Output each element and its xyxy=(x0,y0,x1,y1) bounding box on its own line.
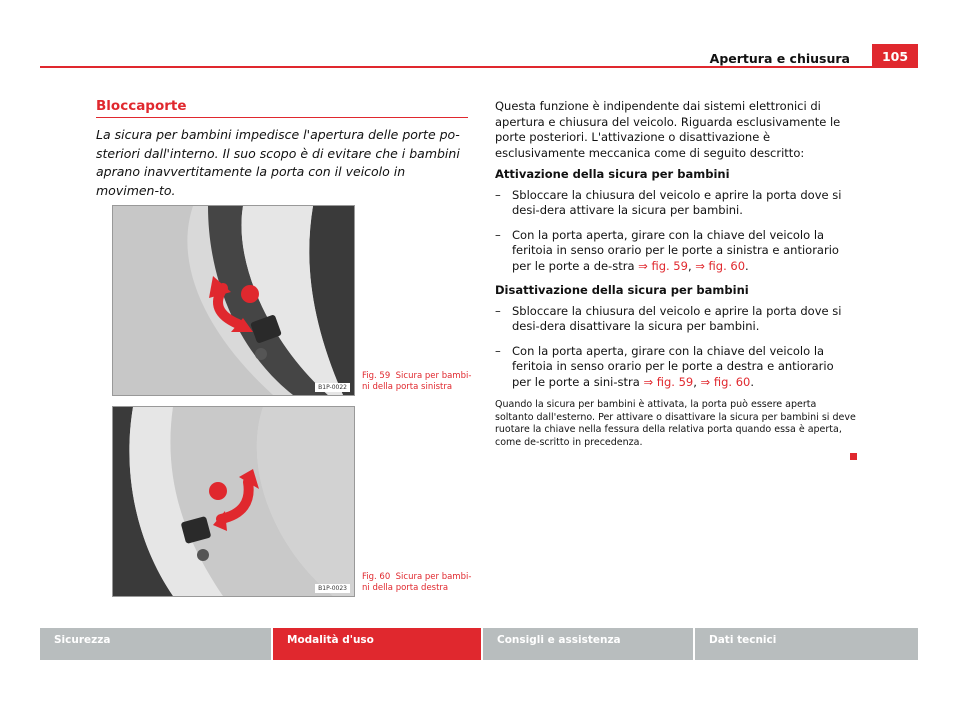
deactivation-heading: Disattivazione della sicura per bambini xyxy=(495,283,749,297)
header-rule xyxy=(40,66,918,68)
footer-tab-dati-tecnici[interactable]: Dati tecnici xyxy=(695,628,918,660)
list-item: – Sbloccare la chiusura del veicolo e aprire la porta dove si desi-dera attivare la sicura per bambini. xyxy=(495,187,842,217)
figure-59-link[interactable]: ⇒ fig. 59 xyxy=(638,258,688,273)
section-end-marker xyxy=(850,453,857,460)
activation-step-2: Con la porta aperta, girare con la chiave del veicolo la feritoia in senso orario per le porte a sinistra e antiorario per le porte a de-stra xyxy=(512,227,839,273)
activation-step-1: Sbloccare la chiusura del veicolo e aprire la porta dove si desi-dera attivare la sicura per bambini. xyxy=(512,187,842,217)
list-item: – Sbloccare la chiusura del veicolo e aprire la porta dove si desi-dera disattivare la sicura per bambini. xyxy=(495,303,842,333)
figure-caption-text: Sicura per bambi-ni della porta destra xyxy=(362,572,472,593)
door-lock-left-illustration xyxy=(113,206,354,395)
deactivation-step-2: Con la porta aperta, girare con la chiave del veicolo la feritoia in senso orario per le porte a destra e antiorario per le porte a sini-stra xyxy=(512,343,834,389)
note-paragraph: Quando la sicura per bambini è attivata, la porta può essere aperta soltanto dall'esterno. Per attivare o disattivare la sicura per bambini si deve ruotare la chiave nella fessura della relativa porta quando essa è aperta, come de-scritto in precedenza. xyxy=(495,399,856,448)
section-title: Bloccaporte xyxy=(96,98,187,114)
footer-nav xyxy=(40,628,918,660)
list-item: – Con la porta aperta, girare con la chiave del veicolo la feritoia in senso orario per le porte a destra e antiorario per le porte a sini-stra ⇒ fig. 59, ⇒ fig. 60. xyxy=(495,343,834,389)
figure-number: Fig. 59 xyxy=(362,371,391,381)
figure-60-link[interactable]: ⇒ fig. 60 xyxy=(700,374,751,389)
figure-60-image xyxy=(112,406,355,597)
list-item: – Con la porta aperta, girare con la chiave del veicolo la feritoia in senso orario per le porte a sinistra e antiorario per le porte a de-stra ⇒ fig. 59, ⇒ fig. 60. xyxy=(495,227,839,273)
figure-60-link[interactable]: ⇒ fig. 60 xyxy=(695,258,746,273)
section-rule xyxy=(96,117,468,118)
figure-code: B1P-0022 xyxy=(315,383,350,392)
figure-number: Fig. 60 xyxy=(362,572,391,582)
body-text xyxy=(495,99,856,449)
figure-59-link[interactable]: ⇒ fig. 59 xyxy=(643,374,694,389)
figure-59-image xyxy=(112,205,355,396)
chapter-title: Apertura e chiusura xyxy=(709,51,850,66)
figure-caption-text: Sicura per bambi-ni della porta sinistra xyxy=(362,371,472,392)
figure-59-caption xyxy=(362,371,472,393)
section-intro: La sicura per bambini impedisce l'apertura delle porte po-steriori dall'interno. Il suo scopo è di evitare che i bambini aprano inavvertitamente la porta con il veicolo in movimen-to. xyxy=(96,127,460,198)
figure-code: B1P-0023 xyxy=(315,584,350,593)
activation-heading: Attivazione della sicura per bambini xyxy=(495,167,730,181)
door-lock-right-illustration xyxy=(113,407,354,596)
footer-tab-sicurezza[interactable]: Sicurezza xyxy=(40,628,271,660)
footer-tab-modalita-uso[interactable]: Modalità d'uso xyxy=(273,628,481,660)
deactivation-step-1: Sbloccare la chiusura del veicolo e aprire la porta dove si desi-dera disattivare la sicura per bambini. xyxy=(512,303,842,333)
intro-paragraph: Questa funzione è indipendente dai sistemi elettronici di apertura e chiusura del veicolo. Riguarda esclusivamente le porte posteriori. L'attivazione o disattivazione è esclusivamente meccanica come di seguito descritto: xyxy=(495,99,841,160)
page-number: 105 xyxy=(872,44,918,68)
footer-tab-consigli-assistenza[interactable]: Consigli e assistenza xyxy=(483,628,693,660)
figure-60-caption xyxy=(362,572,472,594)
